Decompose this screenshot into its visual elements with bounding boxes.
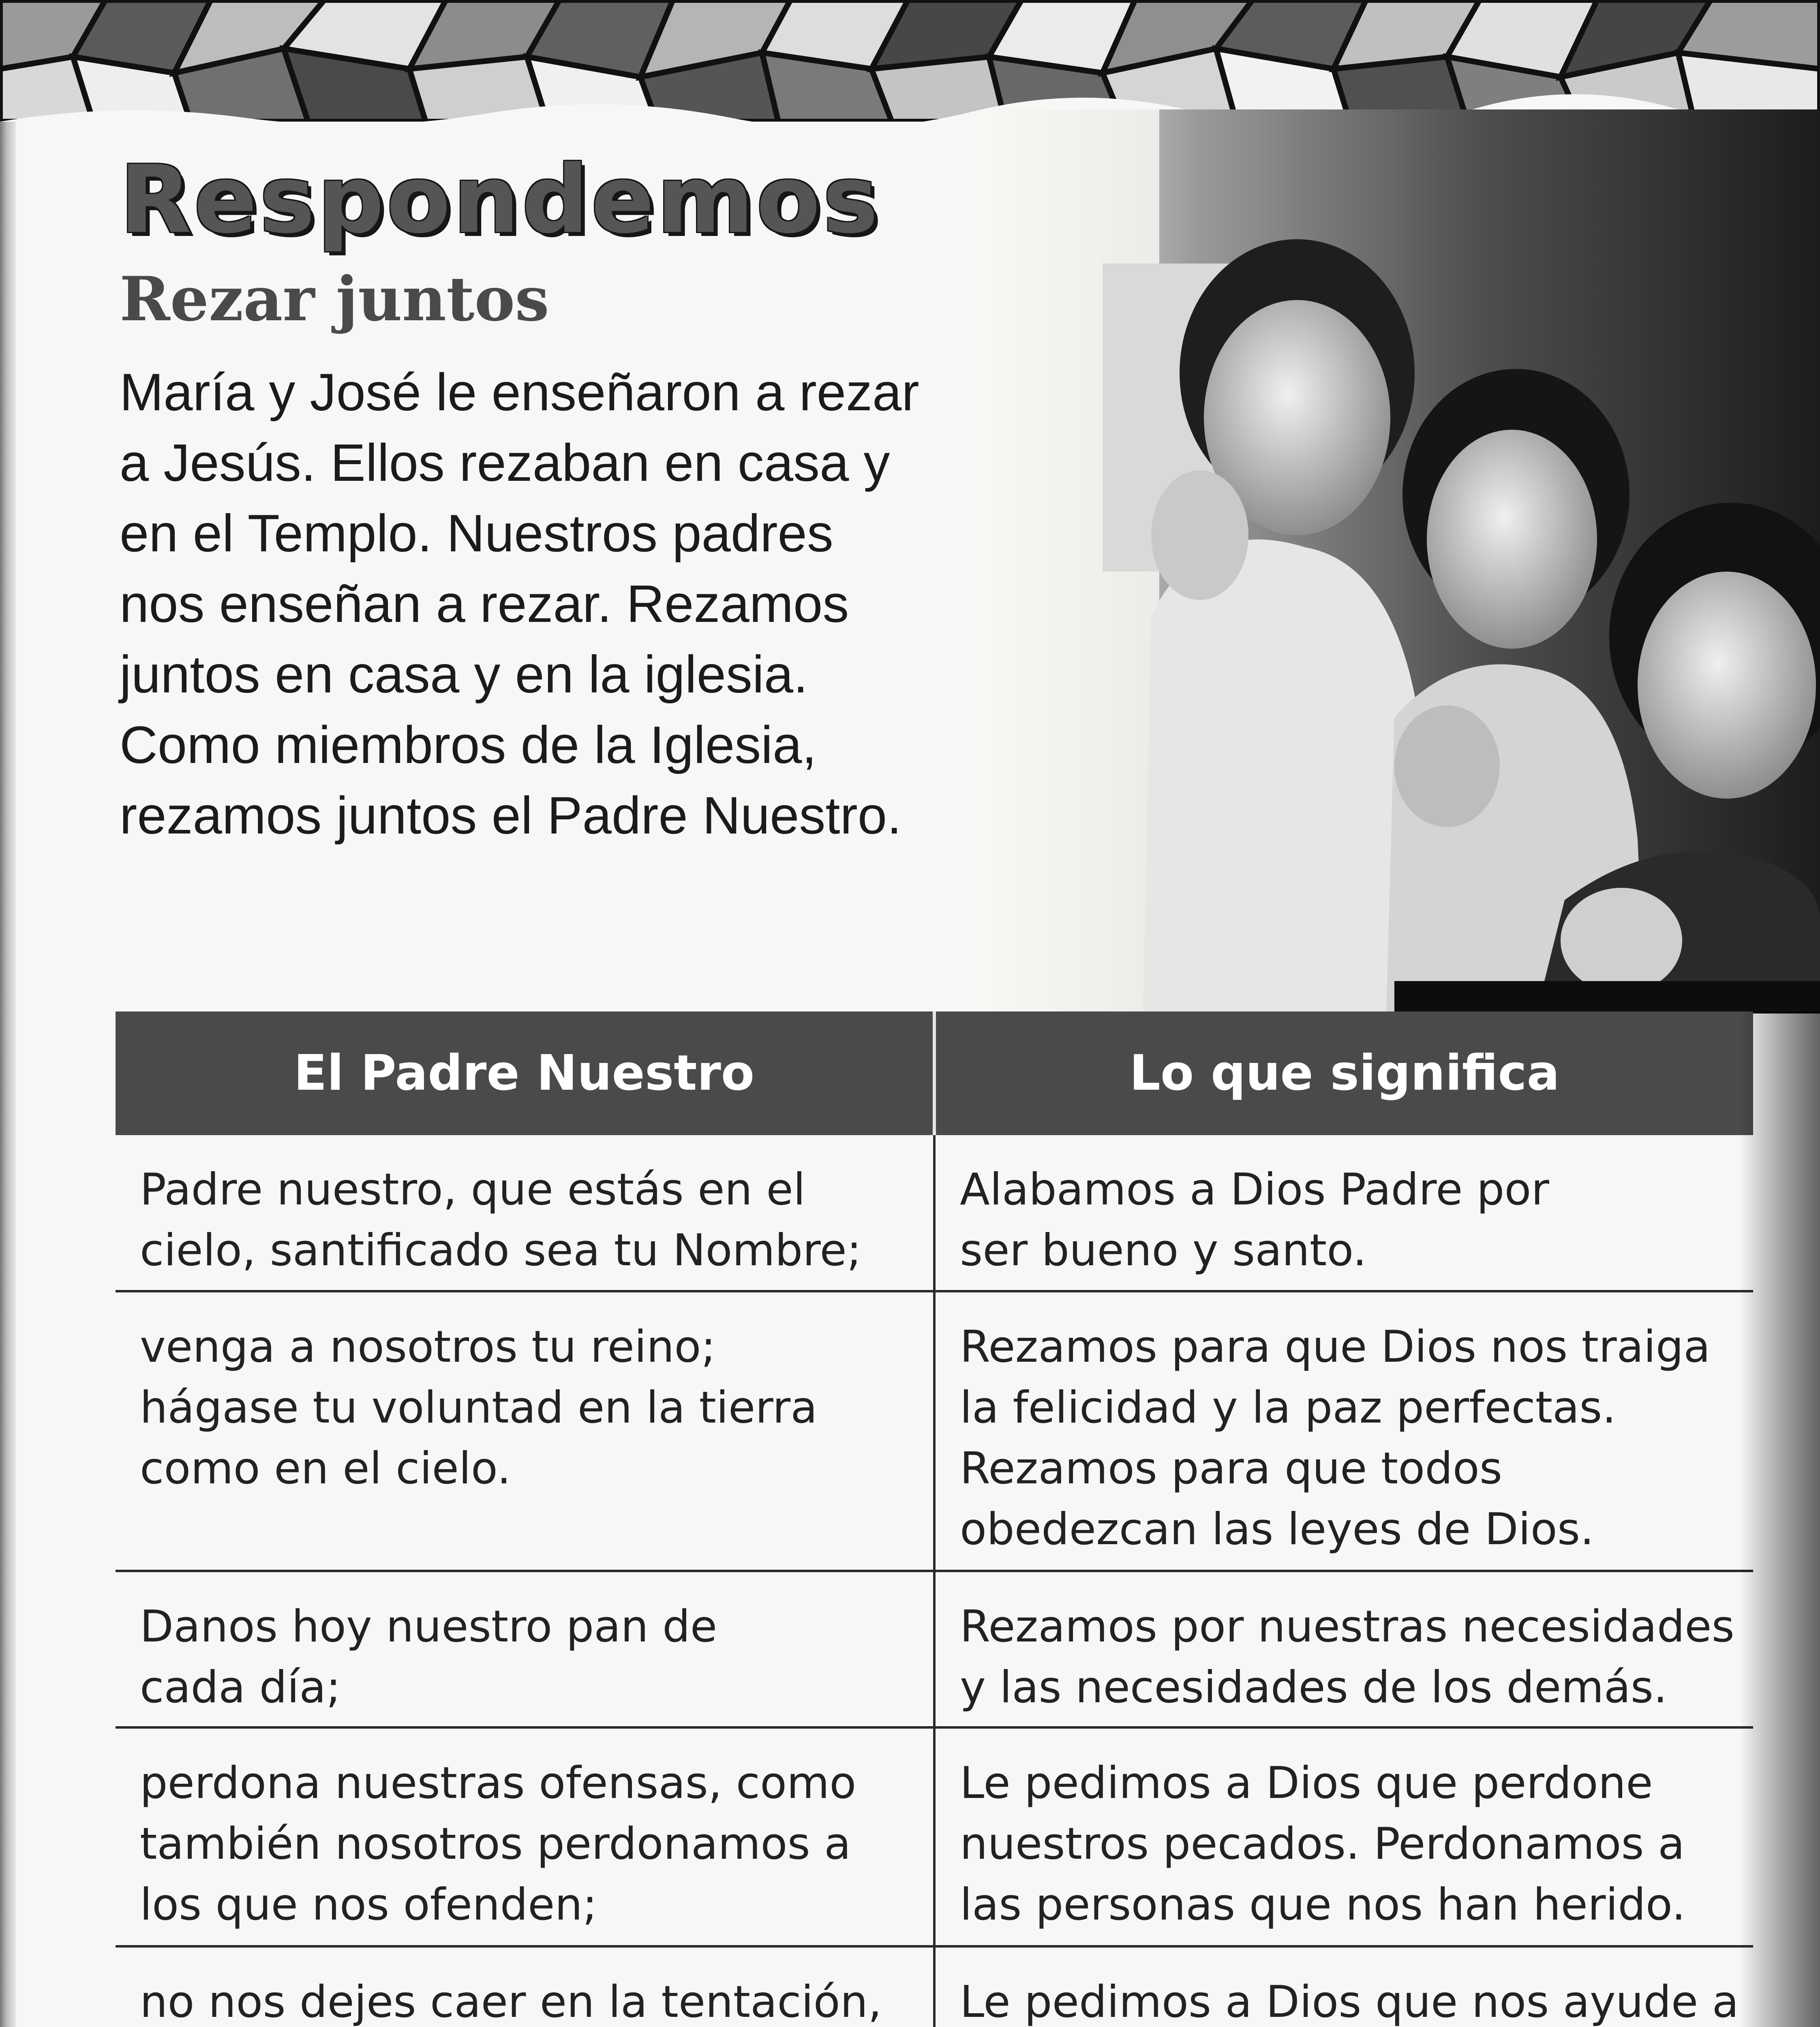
header-meaning: Lo que significa [934, 1011, 1753, 1135]
table-body [116, 1135, 1753, 2027]
children-praying-photo [989, 109, 1820, 1014]
table-row [116, 1291, 1753, 1571]
prayer-cell [116, 1571, 934, 1727]
meaning-line: la felicidad y la paz perfectas. [960, 1382, 1616, 1433]
meaning-line: obedezcan las leyes de Dios. [960, 1504, 1594, 1555]
meaning-line: nuestros pecados. Perdonamos a [960, 1819, 1685, 1869]
intro-line: Como miembros de la Iglesia, [120, 715, 817, 774]
prayer-line: Padre nuestro, que estás en el [140, 1164, 805, 1215]
meaning-line: Rezamos para que Dios nos traiga [960, 1322, 1711, 1372]
meaning-line: Rezamos por nuestras necesidades [960, 1601, 1734, 1652]
table-header-row [116, 1011, 1753, 1135]
prayer-cell [116, 1291, 934, 1571]
prayer-cell [116, 1946, 934, 2027]
meaning-line: Le pedimos a Dios que nos ayude a [960, 1977, 1739, 2027]
intro-line: a Jesús. Ellos rezaban en casa y [120, 433, 890, 492]
meaning-cell [934, 1571, 1753, 1727]
prayer-line: venga a nosotros tu reino; [140, 1322, 716, 1372]
prayer-line: Danos hoy nuestro pan de [140, 1601, 717, 1652]
meaning-line: y las necesidades de los demás. [960, 1662, 1668, 1713]
intro-line: en el Templo. Nuestros padres [120, 504, 833, 563]
prayer-line: cielo, santificado sea tu Nombre; [140, 1225, 862, 1276]
table-row [116, 1571, 1753, 1727]
meaning-line: ser bueno y santo. [960, 1225, 1367, 1276]
stained-glass-border [0, 0, 1820, 122]
prayer-line: no nos dejes caer en la tentación, [140, 1977, 882, 2027]
meaning-line: Rezamos para que todos [960, 1443, 1503, 1494]
intro-line: María y José le enseñaron a rezar [120, 362, 919, 422]
page-title: Respondemos [120, 146, 881, 254]
prayer-line: también nosotros perdonamos a [140, 1819, 851, 1869]
prayer-line: los que nos ofenden; [140, 1879, 597, 1930]
page-edge-shadow [1739, 1011, 1820, 2027]
intro-line: juntos en casa y en la iglesia. [120, 645, 808, 704]
meaning-cell [934, 1727, 1753, 1946]
header-prayer: El Padre Nuestro [116, 1011, 934, 1135]
meaning-cell [934, 1291, 1753, 1571]
meaning-line: Alabamos a Dios Padre por [960, 1164, 1549, 1215]
prayer-line: como en el cielo. [140, 1443, 511, 1494]
prayer-cell [116, 1727, 934, 1946]
padre-nuestro-table [116, 1011, 1753, 2027]
table-row [116, 1727, 1753, 1946]
book-spine-edge [0, 0, 16, 2027]
intro-line: rezamos juntos el Padre Nuestro. [120, 786, 902, 845]
table-row [116, 1135, 1753, 1291]
intro-paragraph [120, 357, 991, 851]
prayer-cell [116, 1135, 934, 1291]
intro-line: nos enseñan a rezar. Rezamos [120, 574, 849, 633]
section-subtitle: Rezar juntos [120, 264, 549, 335]
prayer-line: hágase tu voluntad en la tierra [140, 1382, 818, 1433]
meaning-line: Le pedimos a Dios que perdone [960, 1758, 1653, 1808]
table-row [116, 1946, 1753, 2027]
prayer-line: cada día; [140, 1662, 341, 1713]
meaning-cell [934, 1946, 1753, 2027]
meaning-cell [934, 1135, 1753, 1291]
meaning-line: las personas que nos han herido. [960, 1879, 1686, 1930]
prayer-line: perdona nuestras ofensas, como [140, 1758, 856, 1808]
